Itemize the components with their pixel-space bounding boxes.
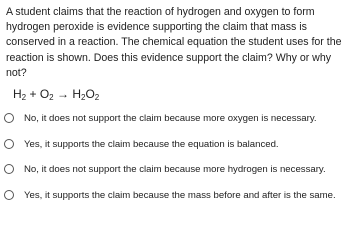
answer-option-4[interactable] bbox=[2, 187, 336, 203]
chemical-equation bbox=[13, 87, 99, 101]
answer-option-1[interactable] bbox=[2, 110, 317, 126]
product-hydrogen-peroxide bbox=[72, 87, 99, 101]
product-hydrogen-subscript: 2 bbox=[80, 93, 86, 102]
product-oxygen-symbol: O bbox=[85, 87, 95, 101]
answer-option-label: No, it does not support the claim because more oxygen is necessary. bbox=[24, 112, 317, 124]
product-oxygen-subscript: 2 bbox=[94, 93, 100, 102]
radio-button[interactable] bbox=[4, 113, 14, 123]
oxygen-symbol: O bbox=[39, 87, 50, 101]
answer-option-label: Yes, it supports the claim because the equation is balanced. bbox=[24, 138, 279, 150]
answer-option-2[interactable] bbox=[2, 136, 279, 152]
plus-sign: + bbox=[29, 87, 37, 101]
question-text: A student claims that the reaction of hydrogen and oxygen to form hydrogen peroxide is evidence supporting the claim that mass is conserved in a reaction. The chemical equation the student uses for the reaction is shown. Does this evidence support the claim? Why or why not? bbox=[6, 6, 342, 79]
reaction-arrow: → bbox=[56, 87, 69, 101]
answer-option-3[interactable] bbox=[2, 161, 326, 177]
answer-option-label: Yes, it supports the claim because the mass before and after is the same. bbox=[24, 189, 336, 201]
hydrogen-subscript: 2 bbox=[21, 93, 27, 102]
hydrogen-symbol: H bbox=[13, 87, 22, 101]
radio-button[interactable] bbox=[4, 190, 14, 200]
reactant-hydrogen bbox=[13, 87, 26, 101]
answer-option-label: No, it does not support the claim because more hydrogen is necessary. bbox=[24, 163, 326, 175]
product-hydrogen-symbol: H bbox=[72, 87, 81, 101]
radio-button[interactable] bbox=[4, 164, 14, 174]
reactant-oxygen bbox=[40, 87, 54, 101]
radio-button[interactable] bbox=[4, 139, 14, 149]
oxygen-subscript: 2 bbox=[49, 93, 54, 102]
